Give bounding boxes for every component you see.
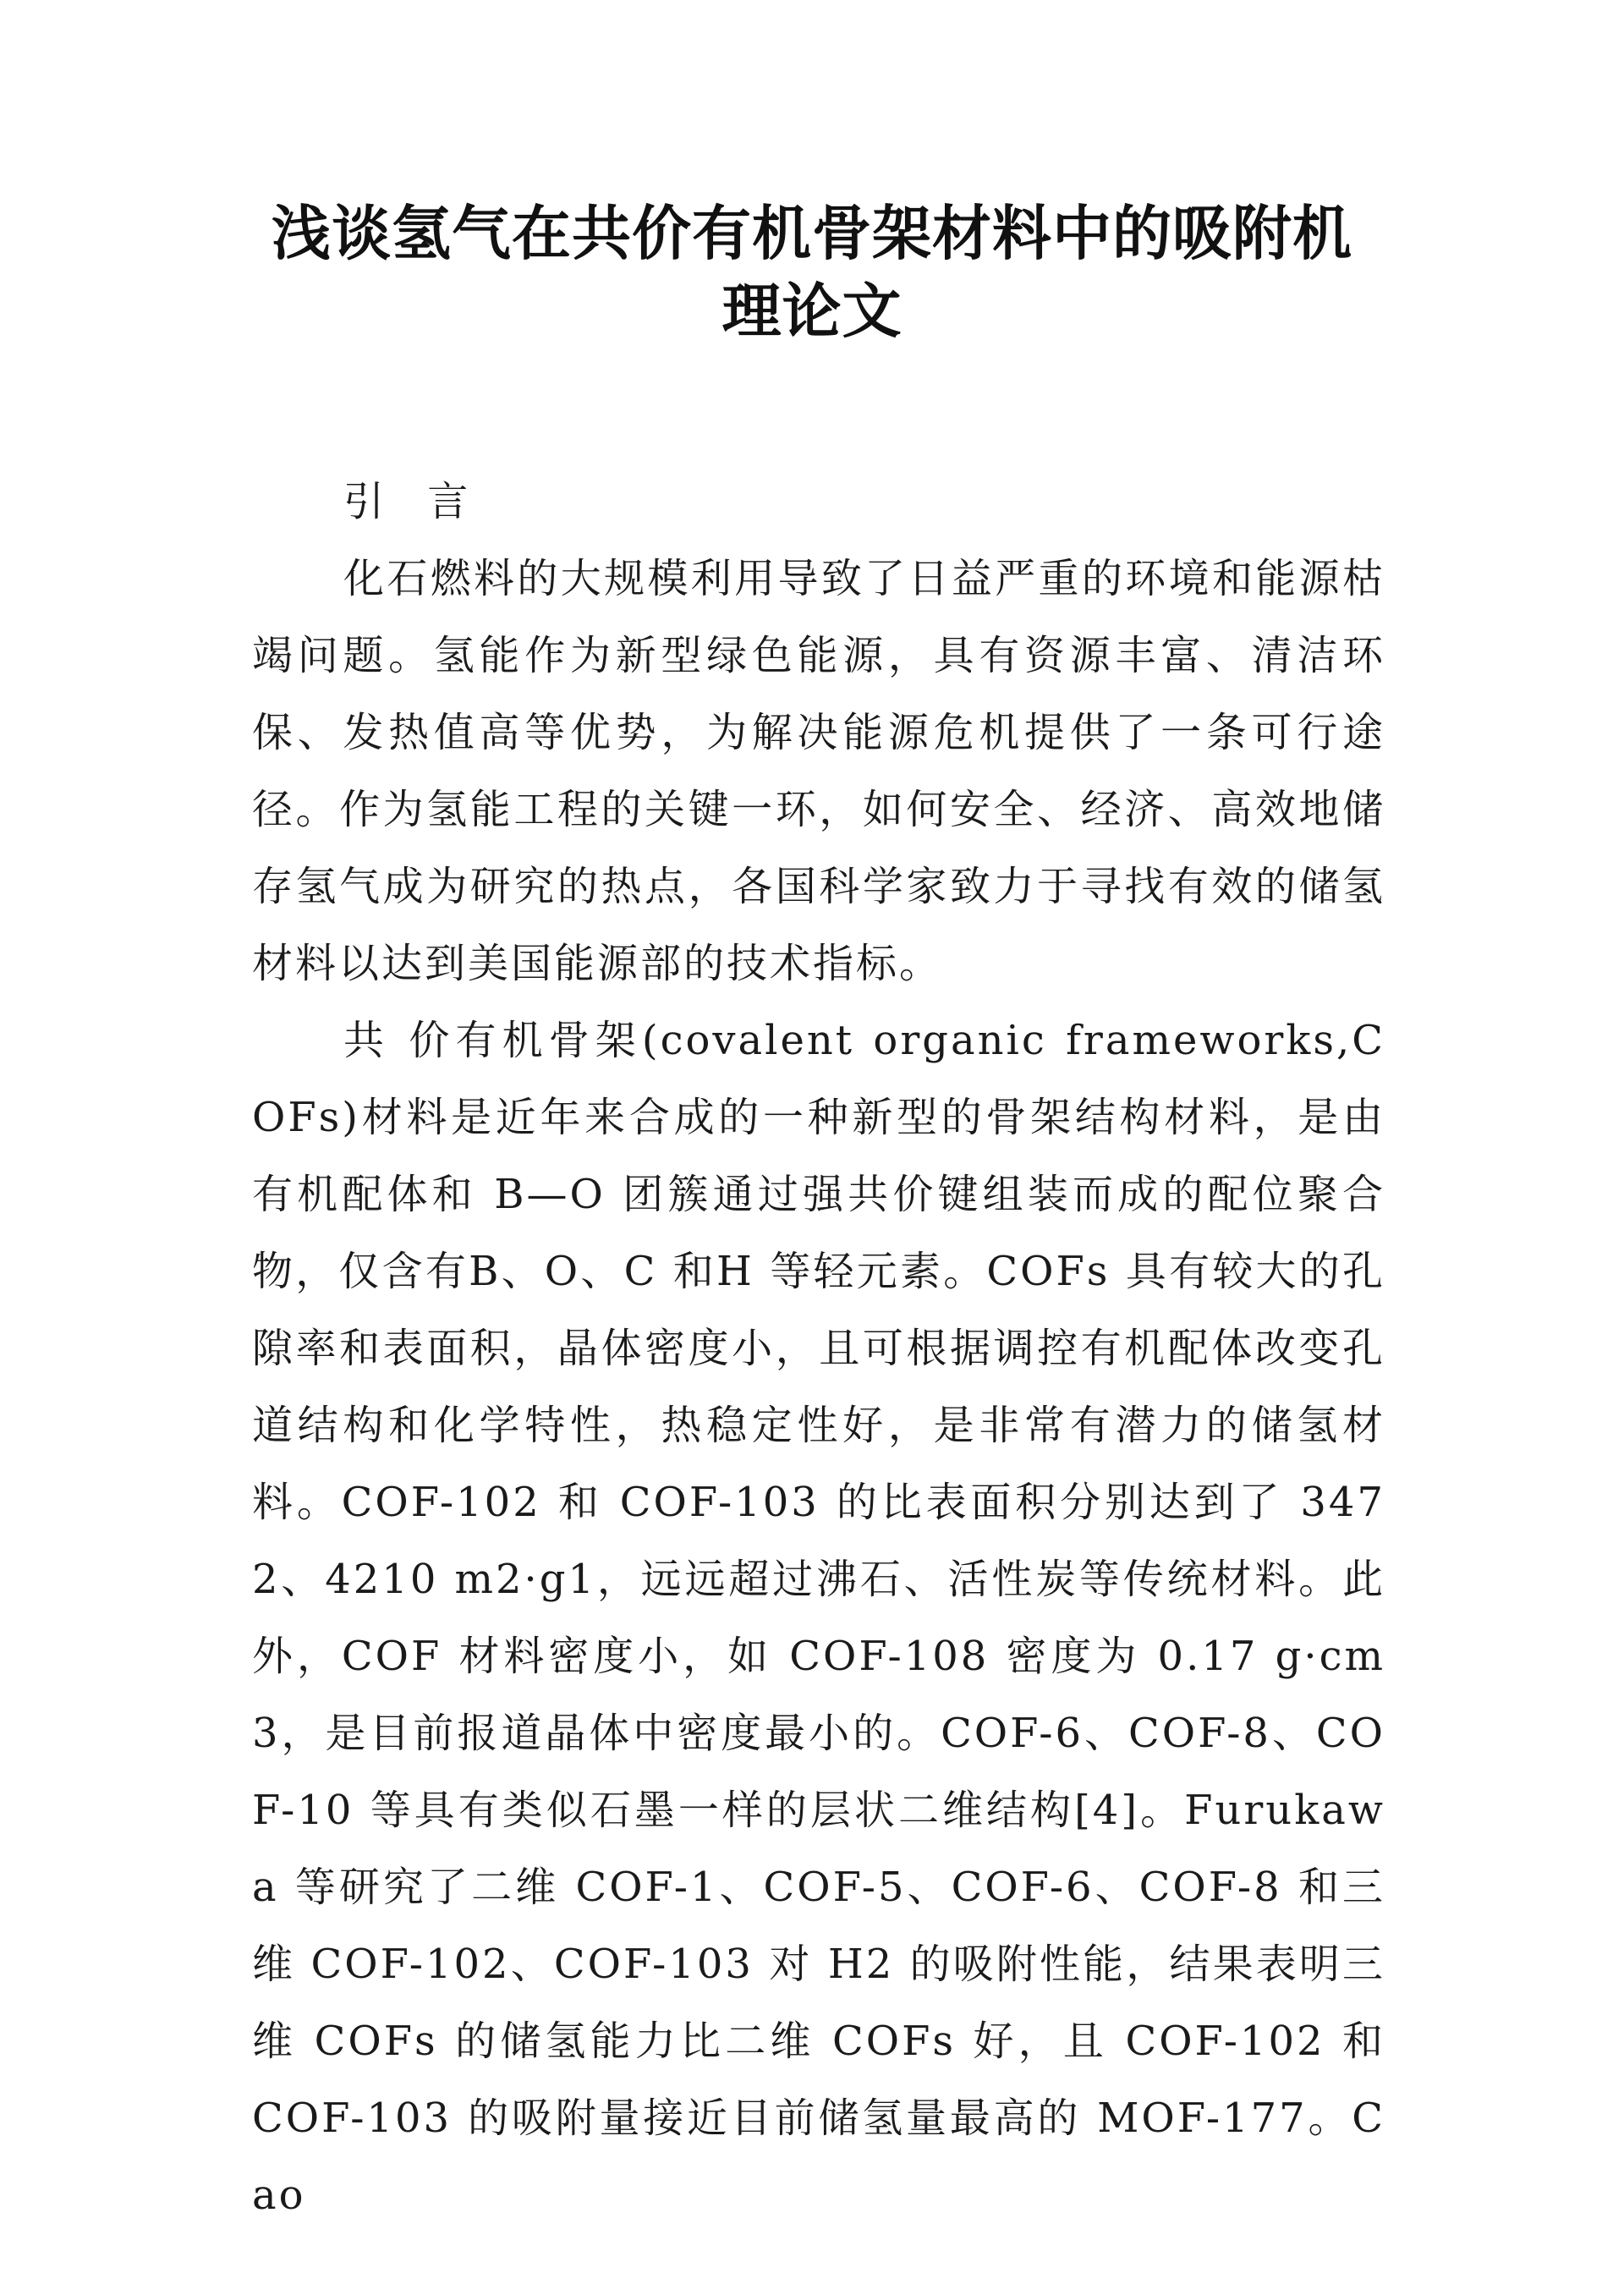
title-line-2: 理论文: [721, 277, 903, 346]
document-title: [237, 195, 1387, 350]
title-line-1: 浅谈氢气在共价有机骨架材料中的吸附机: [272, 199, 1352, 268]
paragraph-cofs: 共 价有机骨架(covalent organic frameworks,COFs)材料是近年来合成的一种新型的骨架结构材料，是由有机配体和 B—O 团簇通过强共价键组装而成的配位聚合物，仅含有B、O、C 和H 等轻元素。COFs 具有较大的孔隙率和表面积，晶体密度小，且可根据调控有机配体改变孔道结构和化学特性，热稳定性好，是非常有潜力的储氢材料。COF-102 和 COF-103 的比表面积分别达到了 3472、4210 m2·g1，远远超过沸石、活性炭等传统材料。此外，COF 材料密度小，如 COF-108 密度为 0.17 g·cm3，是目前报道晶体中密度最小的。COF-6、COF-8、COF-10 等具有类似石墨一样的层状二维结构[4]。Furukawa 等研究了二维 COF-1、COF-5、COF-6、COF-8 和三维 COF-102、COF-103 对 H2 的吸附性能，结果表明三维 COFs 的储氢能力比二维 COFs 好，且 COF-102 和 COF-103 的吸附量接近目前储氢量最高的 MOF-177。Cao: [252, 1017, 1385, 2219]
section-heading: 引 言: [343, 478, 484, 525]
document-body: [252, 464, 1385, 2234]
paragraph-introduction: 化石燃料的大规模利用导致了日益严重的环境和能源枯竭问题。氢能作为新型绿色能源，具有资源丰富、清洁环保、发热值高等优势，为解决能源危机提供了一条可行途径。作为氢能工程的关键一环，如何安全、经济、高效地储存氢气成为研究的热点，各国科学家致力于寻找有效的储氢材料以达到美国能源部的技术指标。: [252, 555, 1385, 987]
